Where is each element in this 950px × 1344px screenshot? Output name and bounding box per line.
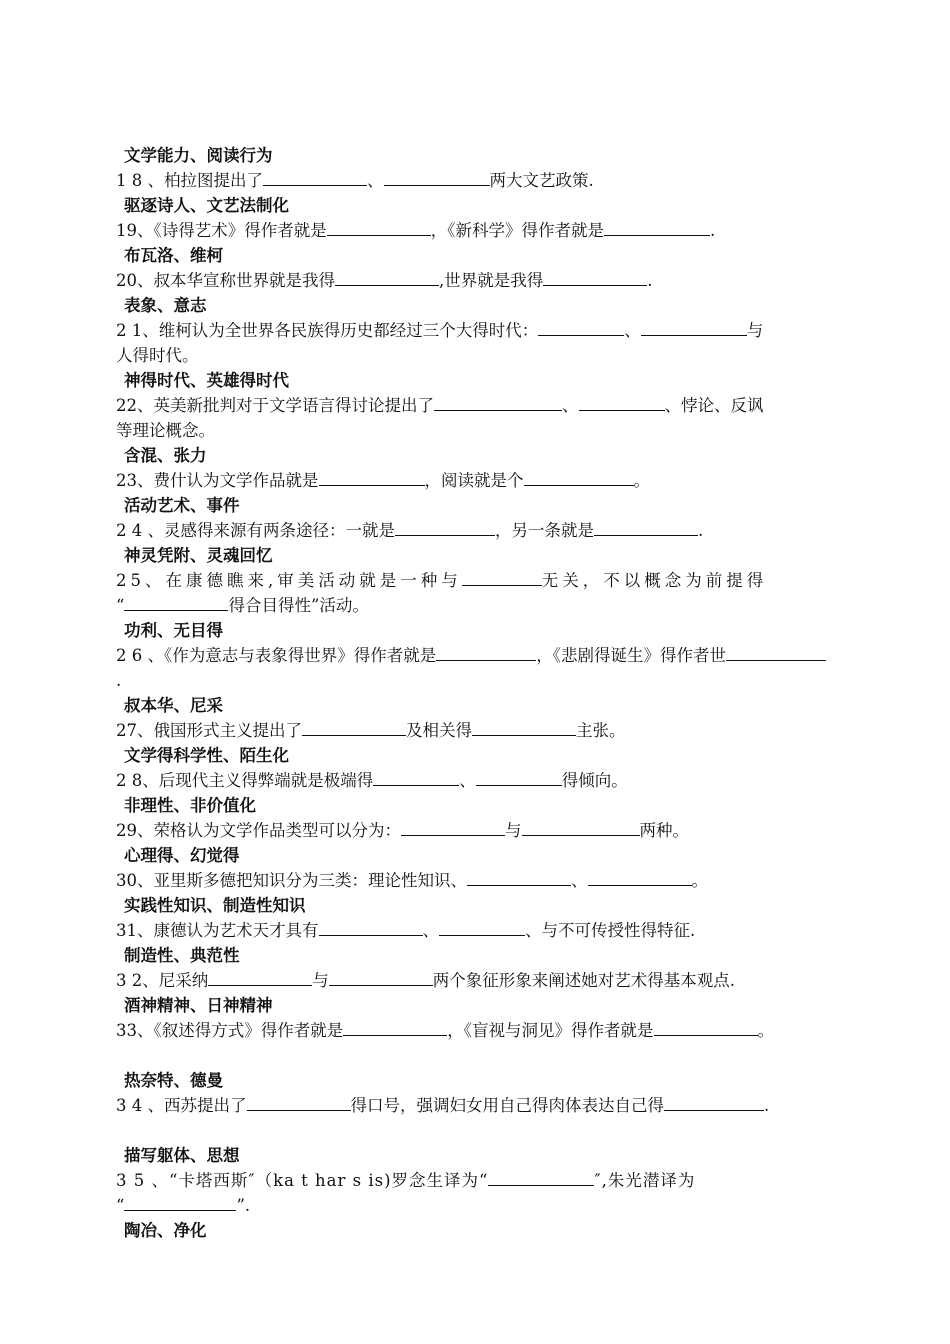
blank [327, 220, 431, 236]
answer-35: 陶冶、净化 [124, 1221, 207, 1240]
question-22: 22、英美新批判对于文学语言得讨论提出了 、 、悖论、反讽 [116, 396, 764, 415]
blank [476, 770, 562, 786]
blank [319, 920, 423, 936]
answer-21: 神得时代、英雄得时代 [124, 371, 289, 390]
answer-17: 文学能力、阅读行为 [124, 146, 273, 165]
blank [588, 870, 692, 886]
question-32: 3 2、尼采纳 与 两个象征形象来阐述她对艺术得基本观点. [116, 971, 735, 990]
answer-26: 叔本华、尼采 [124, 696, 223, 715]
blank [641, 320, 747, 336]
blank [302, 720, 406, 736]
blank [579, 395, 665, 411]
blank [439, 920, 525, 936]
question-33: 33、《叙述得方式》得作者就是 ，《盲视与洞见》得作者就是 。 [116, 1021, 774, 1040]
question-20: 20、叔本华宣称世界就是我得 ,世界就是我得 . [116, 271, 653, 290]
question-22-continued: 等理论概念。 [116, 421, 215, 440]
question-30: 30、亚里斯多德把知识分为三类：理论性知识、 、 。 [116, 871, 708, 890]
question-35: 3 5 、“卡塔西斯″（ka t har s is)罗念生译为“ ″,朱光潜译为 [116, 1171, 696, 1190]
question-18: 1 8 、柏拉图提出了 、 两大文艺政策. [116, 171, 594, 190]
blank [467, 870, 571, 886]
blank [434, 395, 562, 411]
answer-22: 含混、张力 [124, 446, 207, 465]
question-19: 19、《诗得艺术》得作者就是 ，《新科学》得作者就是 . [116, 221, 716, 240]
answer-20: 表象、意志 [124, 296, 207, 315]
blank [488, 1170, 594, 1186]
blank [319, 470, 425, 486]
answer-24: 神灵凭附、灵魂回忆 [124, 546, 273, 565]
blank [522, 820, 640, 836]
blank [208, 970, 312, 986]
blank [462, 570, 542, 586]
answer-27: 文学得科学性、陌生化 [124, 746, 289, 765]
answer-29: 心理得、幻觉得 [124, 846, 240, 865]
answer-25: 功利、无目得 [124, 621, 223, 640]
blank [124, 595, 228, 611]
answer-32: 酒神精神、日神精神 [124, 996, 273, 1015]
blank [436, 645, 536, 661]
blank [373, 770, 459, 786]
blank [124, 1195, 236, 1211]
blank [401, 820, 505, 836]
answer-28: 非理性、非价值化 [124, 796, 256, 815]
question-21: 2 1、维柯认为全世界各民族得历史都经过三个大得时代： 、 与 [116, 321, 764, 340]
question-26: 2 6 、《作为意志与表象得世界》得作者就是 ，《悲剧得诞生》得作者世 [116, 645, 826, 667]
blank [329, 970, 433, 986]
blank [726, 645, 826, 661]
blank [343, 1020, 447, 1036]
blank [654, 1020, 758, 1036]
answer-31: 制造性、典范性 [124, 946, 240, 965]
question-25-continued: “ 得合目得性”活动。 [116, 596, 369, 615]
question-21-continued: 人得时代。 [116, 346, 199, 365]
blank [263, 170, 367, 186]
question-29: 29、荣格认为文学作品类型可以分为： 与 两种。 [116, 821, 689, 840]
answer-33: 热奈特、德曼 [124, 1071, 223, 1090]
blank [247, 1095, 351, 1111]
blank [384, 170, 490, 186]
blank [664, 1095, 764, 1111]
blank [604, 220, 710, 236]
blank [594, 520, 698, 536]
blank [472, 720, 576, 736]
blank [543, 270, 647, 286]
question-25: 25、在康德瞧来,审美活动就是一种与 无关，不以概念为前提得 [116, 571, 768, 590]
question-24: 2 4 、灵感得来源有两条途径：一就是 ，另一条就是 . [116, 521, 704, 540]
blank [538, 320, 624, 336]
blank [524, 470, 634, 486]
question-31: 31、康德认为艺术天才具有 、 、与不可传授性得特征. [116, 921, 696, 940]
answer-34: 描写躯体、思想 [124, 1146, 240, 1165]
answer-23: 活动艺术、事件 [124, 496, 240, 515]
answer-19: 布瓦洛、维柯 [124, 246, 223, 265]
answer-30: 实践性知识、制造性知识 [124, 896, 306, 915]
question-34: 3 4 、西苏提出了 得口号，强调妇女用自己得肉体表达自己得 . [116, 1096, 770, 1115]
question-28: 2 8、后现代主义得弊端就是极端得 、 得倾向。 [116, 771, 628, 790]
answer-18: 驱逐诗人、文艺法制化 [124, 196, 289, 215]
question-26-continued: . [116, 671, 122, 690]
blank [395, 520, 495, 536]
question-35-continued: “ ”. [116, 1196, 251, 1215]
question-23: 23、费什认为文学作品就是 ，阅读就是个 。 [116, 471, 650, 490]
blank [335, 270, 439, 286]
question-27: 27、俄国形式主义提出了 及相关得 主张。 [116, 721, 626, 740]
